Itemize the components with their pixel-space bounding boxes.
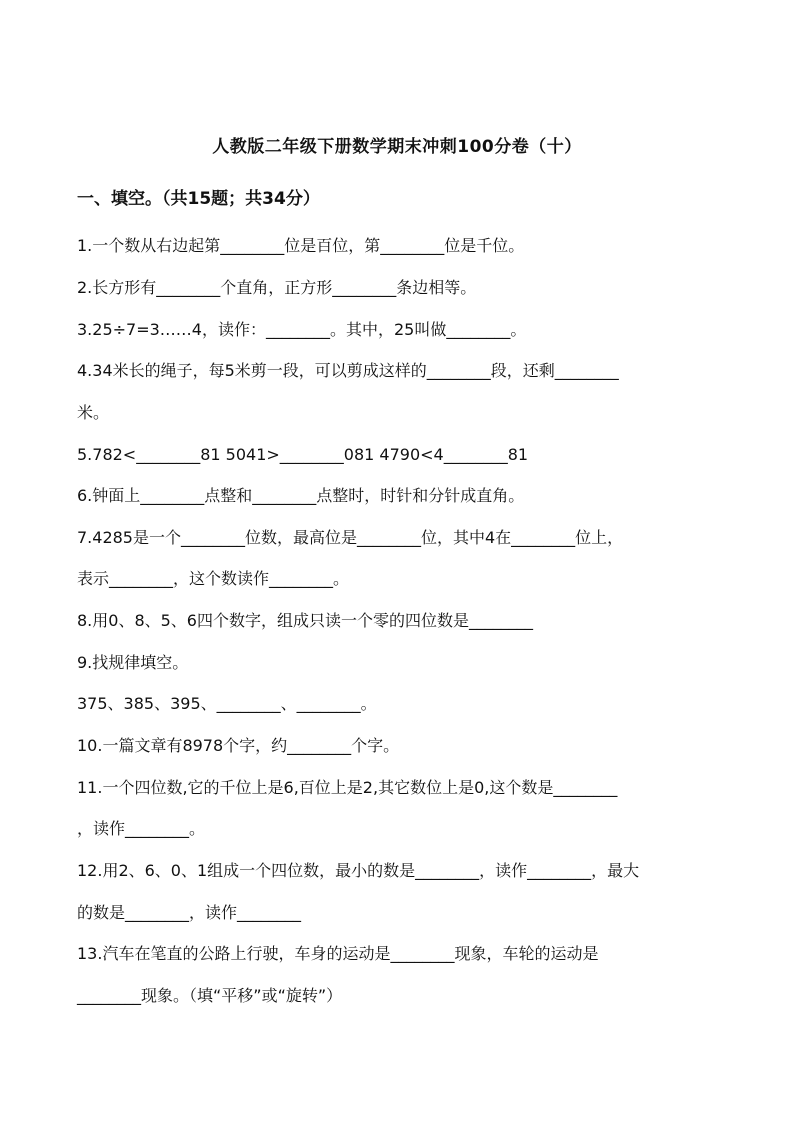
question-line: 11.一个四位数,它的千位上是6,百位上是2,其它数位上是0,这个数是________ <box>77 778 618 797</box>
question-line: 8.用0、8、5、6四个数字，组成只读一个零的四位数是________ <box>77 611 533 630</box>
question-line: 3.25÷7=3……4，读作：________。其中，25叫做________。 <box>77 320 527 339</box>
question-line: 5.782<________81 5041>________081 4790<4________81 <box>77 445 529 464</box>
question-line: 375、385、395、________、________。 <box>77 694 377 713</box>
section-heading: 一、填空。（共15题；共34分） <box>77 189 320 209</box>
question-line: 1.一个数从右边起第________位是百位，第________位是千位。 <box>77 236 525 255</box>
question-line: 7.4285是一个________位数，最高位是________位，其中4在________位上， <box>77 528 624 547</box>
question-line: 4.34米长的绳子，每5米剪一段，可以剪成这样的________段，还剩________ <box>77 361 619 380</box>
question-line: 的数是________，读作________ <box>77 903 302 922</box>
question-line: 9.找规律填空。 <box>77 653 189 672</box>
question-line: 米。 <box>77 403 110 422</box>
question-line: 12.用2、6、0、1组成一个四位数，最小的数是________，读作________，最大 <box>77 861 640 880</box>
question-line: 10.一篇文章有8978个字，约________个字。 <box>77 736 400 755</box>
question-line: 6.钟面上________点整和________点整时，时针和分针成直角。 <box>77 486 525 505</box>
page-title: 人教版二年级下册数学期末冲刺100分卷（十） <box>212 137 582 157</box>
question-line: ________现象。（填“平移”或“旋转”） <box>77 986 343 1005</box>
question-line: 表示________，这个数读作________。 <box>77 569 350 588</box>
question-line: 2.长方形有________个直角，正方形________条边相等。 <box>77 278 477 297</box>
question-line: ，读作________。 <box>77 819 206 838</box>
question-line: 13.汽车在笔直的公路上行驶，车身的运动是________现象，车轮的运动是 <box>77 944 599 963</box>
